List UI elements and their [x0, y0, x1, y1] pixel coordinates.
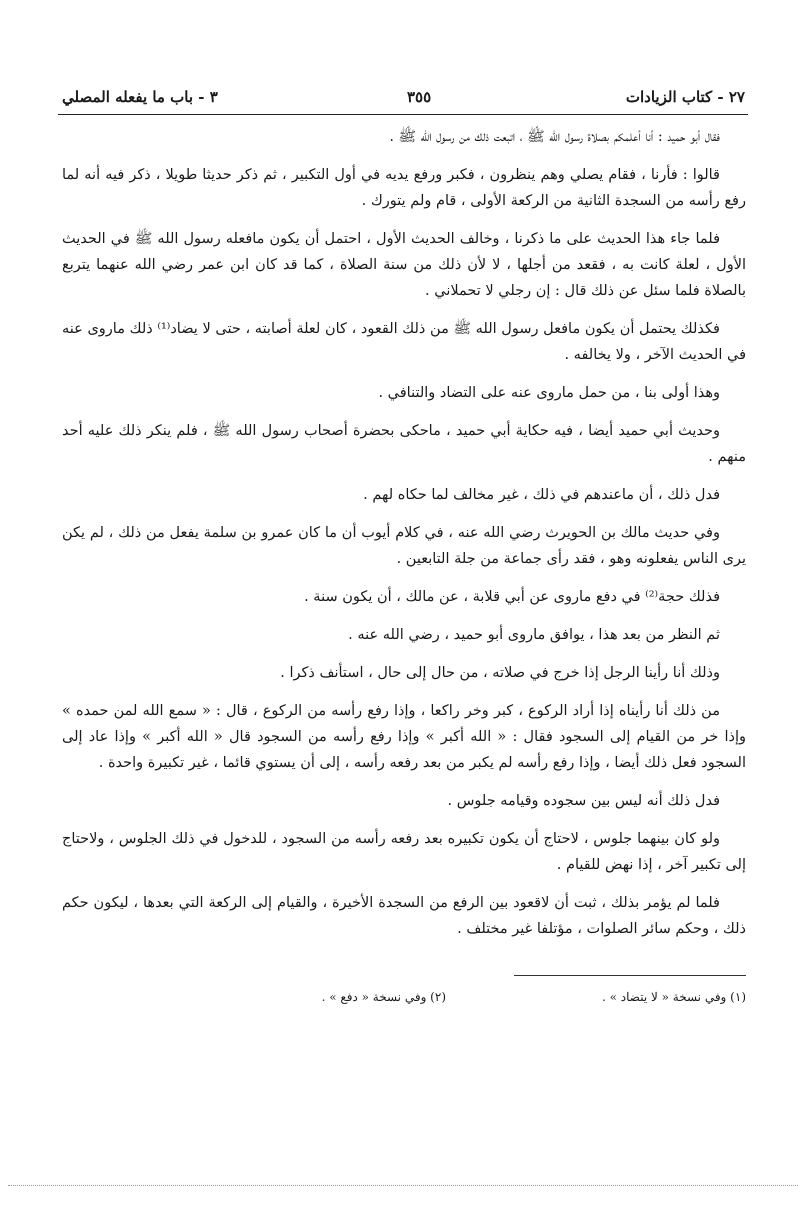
paragraph: وهذا أولى بنا ، من حمل ماروى عنه على التضاد والتنافي .: [378, 385, 720, 401]
chapter-title: ٢٧ - كتاب الزيادات: [625, 88, 745, 106]
footnote-1: (١) وفي نسخة « لا يتضاد » .: [602, 990, 746, 1004]
paragraph: فدل ذلك ، أن ماعندهم في ذلك ، غير مخالف لما حكاه لهم .: [363, 487, 720, 503]
paragraph: ولو كان بينهما جلوس ، لاحتاج أن يكون تكبيره بعد رفعه رأسه من السجود ، للدخول في ذلك الجلوس ، ولاحتاج إلى تكبير آخر ، إذا نهض للقيام .: [62, 831, 746, 873]
paragraph: فقال أبو حميد : أنا أعلمكم بصلاة رسول الله ﷺ ، اتبعت ذلك من رسول الله ﷺ .: [389, 129, 720, 145]
paragraph: فكذلك يحتمل أن يكون مافعل رسول الله ﷺ من ذلك القعود ، كان لعلة أصابته ، حتى لا يضاد⁽¹⁾ ذلك ماروى عنه في الحديث الآخر ، ولا يخالفه .: [62, 321, 746, 363]
paragraph: فلما لم يؤمر بذلك ، ثبت أن لاقعود بين الرفع من السجدة الأخيرة ، والقيام إلى الركعة التي بعدها ، ليكون حكم ذلك ، وحكم سائر الصلوات ، مؤتلفا غير مختلف .: [62, 895, 746, 937]
paragraph: ثم النظر من بعد هذا ، يوافق ماروى أبو حميد ، رضي الله عنه .: [348, 627, 720, 643]
paragraph: من ذلك أنا رأيناه إذا أراد الركوع ، كبر وخر راكعا ، وإذا رفع رأسه من الركوع ، قال : « سمع الله لمن حمده » وإذا خر من القيام إلى السجود فقال : « الله أكبر » وإذا رفع رأسه من السجود قال « الله أكبر » وإذا عاد إلى السجود فعل ذلك أيضا ، وإذا رفع رأسه لم يكبر من بعد رفعه رأسه ، إلى أن يستوي قائما ، غير تكبيرة واحدة .: [62, 703, 746, 771]
paragraph: فلما جاء هذا الحديث على ما ذكرنا ، وخالف الحديث الأول ، احتمل أن يكون مافعله رسول الله ﷺ في الحديث الأول ، لعلة كانت به ، فقعد من أجلها ، لا لأن ذلك من سنة الصلاة ، كما قد كان ابن عمر رضي الله عنهما يتربع بالصلاة فلما سئل عن ذلك قال : إن رجلي لا تحملاني .: [62, 231, 746, 299]
footnote-rule: [514, 975, 746, 976]
main-text: [62, 124, 746, 954]
paragraph: فذلك حجة⁽²⁾ في دفع ماروى عن أبي قلابة ، عن مالك ، أن يكون سنة .: [304, 589, 720, 605]
scan-edge-dots: [8, 1185, 798, 1186]
paragraph: فدل ذلك أنه ليس بين سجوده وقيامه جلوس .: [447, 793, 720, 809]
footnote-2: (٢) وفي نسخة « دفع » .: [321, 990, 446, 1004]
paragraph: قالوا : فأرنا ، فقام يصلي وهم ينظرون ، فكبر ورفع يديه في أول التكبير ، ثم ذكر حديثا طويلا ، ذكر فيه أنه لما رفع رأسه من السجدة الثانية من الركعة الأولى ، قام ولم يتورك .: [62, 167, 746, 209]
section-title: ٣ - باب ما يفعله المصلي: [62, 88, 218, 106]
footnotes: [62, 990, 746, 1014]
paragraph: وفي حديث مالك بن الحويرث رضي الله عنه ، في كلام أيوب أن ما كان عمرو بن سلمة يفعل من ذلك ، لم يكن يرى الناس يفعلونه وهو ، فقد رأى جماعة من جلة التابعين .: [62, 525, 746, 567]
running-header: [62, 86, 745, 112]
paragraph: وذلك أنا رأينا الرجل إذا خرج في صلاته ، من حال إلى حال ، استأنف ذكرا .: [280, 665, 720, 681]
header-rule: [58, 114, 748, 115]
paragraph: وحديث أبي حميد أيضا ، فيه حكاية أبي حميد ، ماحكى بحضرة أصحاب رسول الله ﷺ ، فلم ينكر ذلك عليه أحد منهم .: [62, 423, 746, 465]
page-number: ٣٥٥: [407, 88, 432, 106]
